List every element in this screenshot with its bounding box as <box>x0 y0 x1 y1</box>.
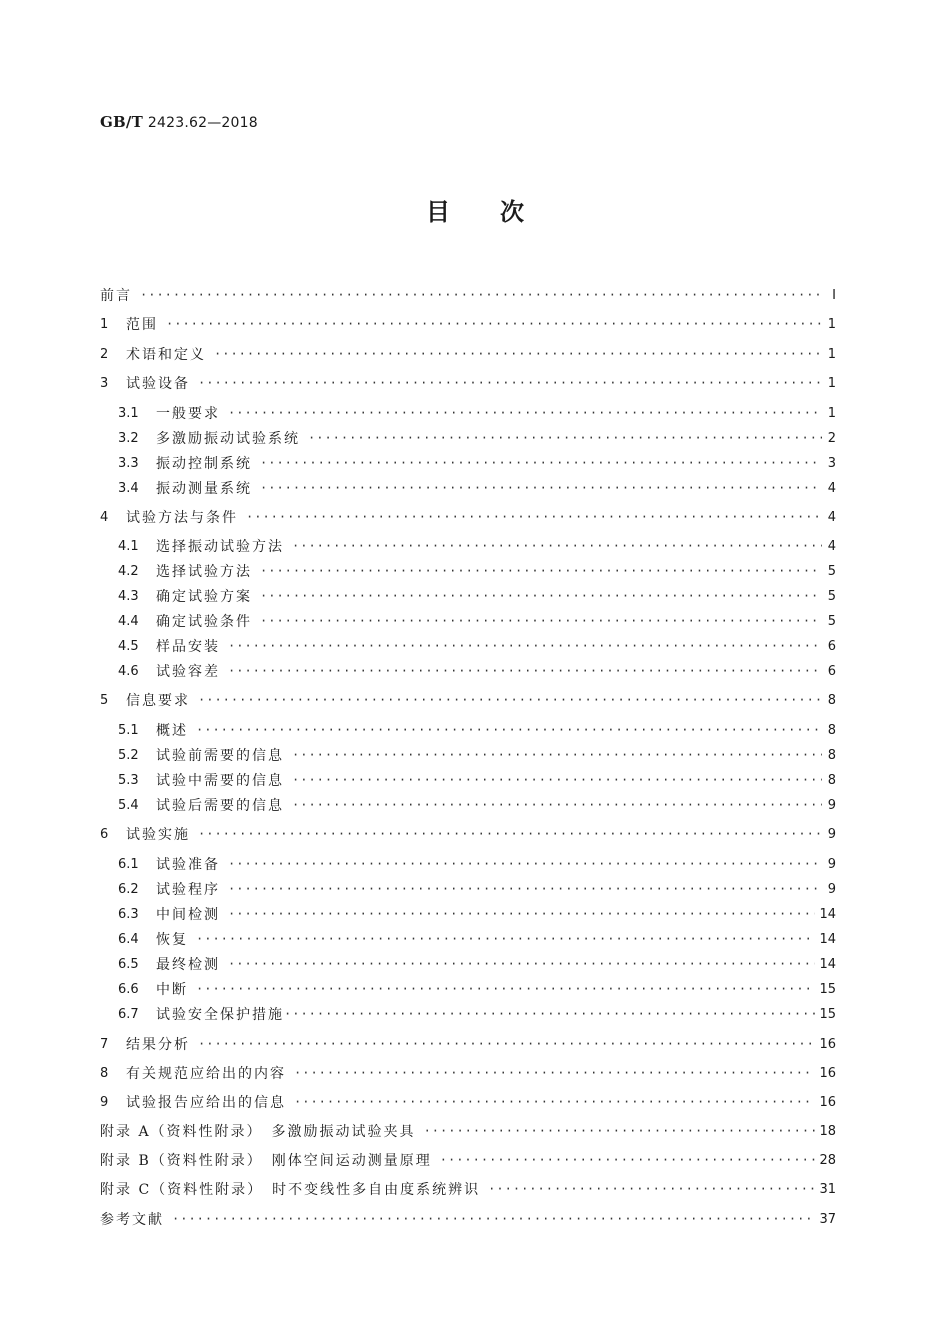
toc-entry-label: 试验容差 <box>156 664 220 680</box>
toc-entry[interactable] <box>100 688 836 712</box>
toc-entry[interactable] <box>118 634 836 658</box>
toc-entry-page: 8 <box>827 692 836 708</box>
toc-entry[interactable] <box>118 927 836 951</box>
toc-entry-label: 有关规范应给出的内容 <box>126 1066 286 1082</box>
standard-prefix: GB/T <box>100 113 143 131</box>
toc-entry-page: 16 <box>819 1094 836 1110</box>
toc-entry[interactable] <box>118 852 836 876</box>
toc-entry-label: 附录 A（资料性附录） 多激励振动试验夹具 <box>100 1124 416 1140</box>
toc-dot-leader <box>228 639 822 653</box>
toc-entry-number: 6.7 <box>118 1006 139 1022</box>
toc-dot-leader <box>166 317 822 331</box>
toc-entry-number: 8 <box>100 1065 109 1081</box>
toc-entry-page: 9 <box>827 826 836 842</box>
toc-entry-page: 16 <box>819 1036 836 1052</box>
toc-dot-leader <box>440 1153 816 1167</box>
toc-entry[interactable] <box>118 401 836 425</box>
toc-entry[interactable] <box>100 1090 836 1114</box>
toc-dot-leader <box>228 857 822 871</box>
toc-entry-label: 确定试验条件 <box>156 614 252 630</box>
toc-dot-leader <box>308 431 822 445</box>
toc-entry[interactable] <box>100 342 836 366</box>
toc-entry-label: 概述 <box>156 723 188 739</box>
toc-entry-number: 3.2 <box>118 430 139 446</box>
toc-dot-leader <box>292 798 822 812</box>
toc-entry-number: 3 <box>100 375 109 391</box>
toc-entry-label: 恢复 <box>156 932 188 948</box>
toc-dot-leader <box>260 614 822 628</box>
toc-entry-label: 试验中需要的信息 <box>156 773 284 789</box>
toc-entry[interactable] <box>118 609 836 633</box>
toc-entry[interactable] <box>100 1119 836 1143</box>
toc-entry-page: 1 <box>827 316 836 332</box>
toc-entry[interactable] <box>118 534 836 558</box>
toc-entry[interactable] <box>118 793 836 817</box>
toc-entry-page: 14 <box>819 906 836 922</box>
toc-entry-label: 参考文献 <box>100 1212 164 1228</box>
toc-entry-page: 8 <box>827 772 836 788</box>
toc-entry-page: 6 <box>827 638 836 654</box>
toc-entry-number: 6.2 <box>118 881 139 897</box>
toc-dot-leader <box>196 723 822 737</box>
toc-entry[interactable] <box>118 451 836 475</box>
toc-entry-page: 8 <box>827 722 836 738</box>
toc-entry-label: 确定试验方案 <box>156 589 252 605</box>
toc-entry-page: 6 <box>827 663 836 679</box>
toc-entry-page: 1 <box>827 375 836 391</box>
toc-entry-label: 中间检测 <box>156 907 220 923</box>
toc-entry-number: 3.3 <box>118 455 139 471</box>
toc-entry-number: 5.2 <box>118 747 139 763</box>
toc-dot-leader <box>228 406 822 420</box>
toc-entry[interactable] <box>118 877 836 901</box>
toc-entry-page: 4 <box>827 509 836 525</box>
toc-entry-label: 附录 B（资料性附录） 刚体空间运动测量原理 <box>100 1153 432 1169</box>
toc-entry-label: 一般要求 <box>156 406 220 422</box>
toc-entry[interactable] <box>118 476 836 500</box>
toc-entry-page: 16 <box>819 1065 836 1081</box>
toc-entry-number: 4.3 <box>118 588 139 604</box>
toc-entry-label: 选择振动试验方法 <box>156 539 284 555</box>
toc-entry[interactable] <box>100 1032 836 1056</box>
toc-entry-label: 中断 <box>156 982 188 998</box>
toc-dot-leader <box>214 347 822 361</box>
toc-entry-label: 多激励振动试验系统 <box>156 431 300 447</box>
toc-entry-label: 结果分析 <box>126 1037 190 1053</box>
toc-entry-page: 9 <box>827 881 836 897</box>
toc-entry[interactable] <box>100 371 836 395</box>
toc-entry-label: 试验安全保护措施 <box>156 1007 284 1023</box>
toc-dot-leader <box>228 882 822 896</box>
toc-entry-number: 5.1 <box>118 722 139 738</box>
toc-dot-leader <box>284 1007 815 1021</box>
toc-entry-number: 9 <box>100 1094 109 1110</box>
toc-entry-page: 15 <box>819 1006 836 1022</box>
toc-dot-leader <box>260 589 822 603</box>
toc-dot-leader <box>292 539 822 553</box>
toc-entry-number: 6.3 <box>118 906 139 922</box>
toc-entry-page: 9 <box>827 856 836 872</box>
toc-dot-leader <box>198 693 822 707</box>
toc-entry-page: Ⅰ <box>832 287 836 303</box>
toc-dot-leader <box>488 1182 815 1196</box>
toc-entry[interactable] <box>100 1177 836 1201</box>
toc-dot-leader <box>228 907 815 921</box>
toc-dot-leader <box>260 564 822 578</box>
toc-entry-number: 5.4 <box>118 797 139 813</box>
standard-number: 2423.62—2018 <box>147 115 258 131</box>
toc-entry[interactable] <box>118 659 836 683</box>
toc-entry-label: 试验方法与条件 <box>126 510 238 526</box>
toc-dot-leader <box>198 827 822 841</box>
toc-dot-leader <box>292 748 822 762</box>
toc-entry-label: 试验报告应给出的信息 <box>126 1095 286 1111</box>
standard-code <box>100 113 258 131</box>
toc-entry[interactable] <box>118 977 836 1001</box>
toc-entry-number: 6.5 <box>118 956 139 972</box>
toc-entry-label: 振动控制系统 <box>156 456 252 472</box>
toc-entry[interactable] <box>100 505 836 529</box>
toc-entry-number: 5.3 <box>118 772 139 788</box>
toc-entry[interactable] <box>118 902 836 926</box>
toc-entry-page: 4 <box>827 538 836 554</box>
toc-dot-leader <box>260 456 822 470</box>
toc-entry-page: 5 <box>827 588 836 604</box>
toc-entry-number: 3.1 <box>118 405 139 421</box>
toc-entry[interactable] <box>118 768 836 792</box>
toc-entry[interactable] <box>118 718 836 742</box>
toc-dot-leader <box>424 1124 816 1138</box>
toc-entry-label: 振动测量系统 <box>156 481 252 497</box>
toc-entry-label: 信息要求 <box>126 693 190 709</box>
toc-entry-page: 28 <box>819 1152 836 1168</box>
toc-entry-number: 1 <box>100 316 109 332</box>
toc-dot-leader <box>246 510 822 524</box>
toc-dot-leader <box>172 1212 815 1226</box>
toc-dot-leader <box>260 481 822 495</box>
toc-entry-label: 选择试验方法 <box>156 564 252 580</box>
toc-entry-label: 附录 C（资料性附录） 时不变线性多自由度系统辨识 <box>100 1182 481 1198</box>
toc-entry-label: 试验前需要的信息 <box>156 748 284 764</box>
toc-entry-number: 6.4 <box>118 931 139 947</box>
toc-entry-label: 最终检测 <box>156 957 220 973</box>
toc-dot-leader <box>228 957 815 971</box>
toc-entry-number: 4.2 <box>118 563 139 579</box>
toc-dot-leader <box>196 932 815 946</box>
toc-entry-label: 前言 <box>100 288 132 304</box>
toc-entry-page: 1 <box>827 346 836 362</box>
toc-entry[interactable] <box>118 584 836 608</box>
toc-entry[interactable] <box>118 426 836 450</box>
toc-dot-leader <box>228 664 822 678</box>
toc-entry-page: 8 <box>827 747 836 763</box>
toc-entry-number: 3.4 <box>118 480 139 496</box>
toc-entry-number: 6.1 <box>118 856 139 872</box>
toc-entry-number: 4.5 <box>118 638 139 654</box>
toc-dot-leader <box>294 1095 815 1109</box>
toc-entry-label: 试验程序 <box>156 882 220 898</box>
toc-entry-page: 15 <box>819 981 836 997</box>
toc-dot-leader <box>198 376 822 390</box>
toc-entry-page: 3 <box>827 455 836 471</box>
toc-dot-leader <box>292 773 822 787</box>
toc-entry-page: 14 <box>819 956 836 972</box>
toc-entry[interactable] <box>100 312 836 336</box>
toc-dot-leader <box>198 1037 815 1051</box>
toc-entry-page: 2 <box>827 430 836 446</box>
toc-entry-page: 9 <box>827 797 836 813</box>
toc-entry-number: 4 <box>100 509 109 525</box>
toc-entry[interactable] <box>100 1061 836 1085</box>
page-title: 目次 <box>426 198 574 226</box>
toc-entry-page: 5 <box>827 613 836 629</box>
toc-entry[interactable] <box>100 283 836 307</box>
toc-entry-page: 14 <box>819 931 836 947</box>
toc-entry-number: 6 <box>100 826 109 842</box>
toc-entry-label: 术语和定义 <box>126 347 206 363</box>
toc-entry-label: 试验后需要的信息 <box>156 798 284 814</box>
toc-dot-leader <box>196 982 815 996</box>
toc-entry[interactable] <box>118 1002 836 1026</box>
toc-entry-label: 试验实施 <box>126 827 190 843</box>
toc-entry-label: 范围 <box>126 317 158 333</box>
toc-entry-page: 31 <box>819 1181 836 1197</box>
toc-entry-page: 5 <box>827 563 836 579</box>
toc-entry-number: 7 <box>100 1036 109 1052</box>
toc-entry-page: 18 <box>819 1123 836 1139</box>
toc-entry-number: 4.1 <box>118 538 139 554</box>
toc-entry[interactable] <box>118 743 836 767</box>
toc-entry-label: 试验设备 <box>126 376 190 392</box>
toc-entry-page: 1 <box>827 405 836 421</box>
toc-dot-leader <box>294 1066 815 1080</box>
toc-entry[interactable] <box>100 1148 836 1172</box>
toc-entry-label: 试验准备 <box>156 857 220 873</box>
toc-entry[interactable] <box>118 559 836 583</box>
toc-entry-number: 4.4 <box>118 613 139 629</box>
toc-entry-label: 样品安装 <box>156 639 220 655</box>
toc-entry-number: 6.6 <box>118 981 139 997</box>
toc-entry-number: 4.6 <box>118 663 139 679</box>
toc-entry[interactable] <box>118 952 836 976</box>
toc-entry-page: 4 <box>827 480 836 496</box>
toc-entry[interactable] <box>100 822 836 846</box>
toc-entry-number: 5 <box>100 692 109 708</box>
toc-dot-leader <box>140 288 822 302</box>
toc-entry-page: 37 <box>819 1211 836 1227</box>
toc-entry[interactable] <box>100 1207 836 1231</box>
toc-entry-number: 2 <box>100 346 109 362</box>
